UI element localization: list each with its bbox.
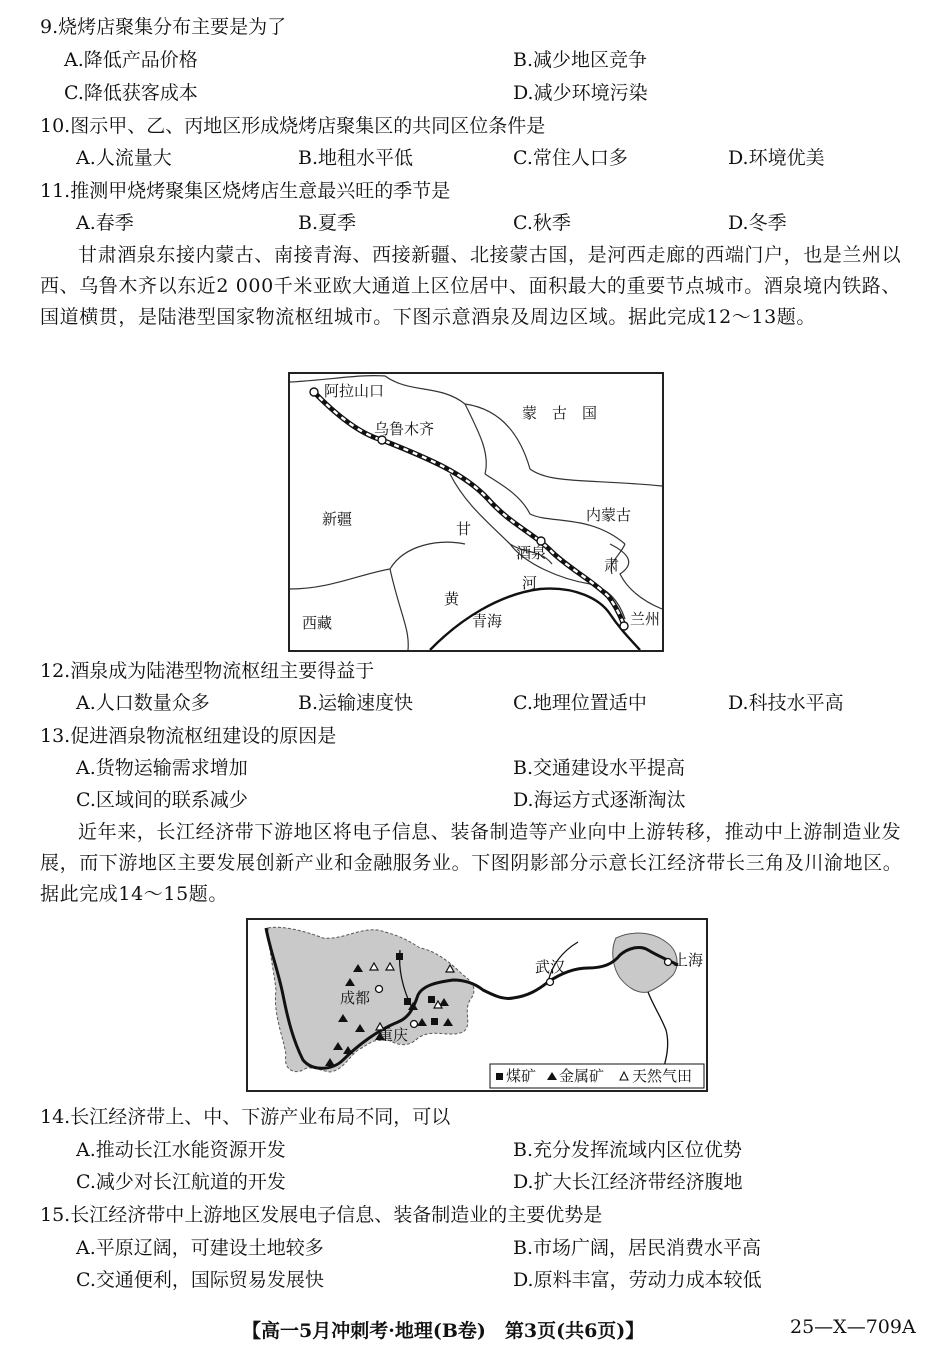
question-12-option-c: C.地理位置适中 xyxy=(513,692,647,714)
label-alashankou: 阿拉山口 xyxy=(324,382,385,400)
passage-jiuquan: 甘肃酒泉东接内蒙古、南接青海、西接新疆、北接蒙古国，是河西走廊的西端门户，也是兰州以西、乌鲁木齐以东近2 000千米亚欧大通道上区位居中、面积最大的重要节点城市。酒泉境内铁路、国道横贯，是陆港型国家物流枢纽城市。下图示意酒泉及周边区域。据此完成12～13题。 xyxy=(40,244,902,328)
passage-yangtze: 近年来，长江经济带下游地区将电子信息、装备制造等产业向中上游转移，推动中上游制造业发展，而下游地区主要发展创新产业和金融服务业。下图阴影部分示意长江经济带长三角及川渝地区。据此完成14～15题。 xyxy=(40,821,903,905)
question-11-option-a: A.春季 xyxy=(76,212,134,234)
question-11-option-b: B.夏季 xyxy=(298,212,357,234)
wuhan-marker xyxy=(547,979,554,986)
label-huang: 黄 xyxy=(444,590,460,608)
label-mongolia: 蒙 古 国 xyxy=(522,404,598,422)
question-11-option-d: D.冬季 xyxy=(728,212,787,234)
label-su: 肃 xyxy=(604,556,620,574)
chengdu-marker xyxy=(376,986,383,993)
question-9-option-d: D.减少环境污染 xyxy=(513,82,648,104)
question-10-option-d: D.环境优美 xyxy=(728,147,825,169)
jiuquan-map xyxy=(288,372,664,652)
question-12-option-b: B.运输速度快 xyxy=(298,692,414,714)
label-qinghai: 青海 xyxy=(472,612,503,630)
shanghai-marker xyxy=(665,959,672,966)
alashankou-marker xyxy=(310,388,318,396)
question-15-option-b: B.市场广阔，居民消费水平高 xyxy=(513,1237,762,1259)
jiuquan-map-svg xyxy=(290,374,662,650)
question-13-option-b: B.交通建设水平提高 xyxy=(513,757,686,779)
question-14-stem: 14.长江经济带上、中、下游产业布局不同，可以 xyxy=(40,1106,451,1128)
coal-legend-icon xyxy=(496,1073,503,1080)
question-10-option-a: A.人流量大 xyxy=(76,147,172,169)
question-12-stem: 12.酒泉成为陆港型物流枢纽主要得益于 xyxy=(40,660,375,682)
label-jiuquan: 酒泉 xyxy=(516,544,547,562)
question-14-option-d: D.扩大长江经济带经济腹地 xyxy=(513,1171,743,1193)
question-12-option-a: A.人口数量众多 xyxy=(76,692,210,714)
legend-gas: 天然气田 xyxy=(632,1067,693,1085)
label-chengdu: 成都 xyxy=(340,989,371,1007)
legend-metal: 金属矿 xyxy=(559,1067,605,1085)
label-wuhan: 武汉 xyxy=(535,958,566,976)
label-xinjiang: 新疆 xyxy=(322,510,353,528)
label-chongqing: 重庆 xyxy=(378,1026,409,1044)
question-11-option-c: C.秋季 xyxy=(513,212,571,234)
question-15-stem: 15.长江经济带中上游地区发展电子信息、装备制造业的主要优势是 xyxy=(40,1204,603,1226)
label-xizang: 西藏 xyxy=(302,614,333,632)
question-9-option-c: C.降低获客成本 xyxy=(64,82,198,104)
label-shanghai: 上海 xyxy=(673,951,704,969)
question-13-stem: 13.促进酒泉物流枢纽建设的原因是 xyxy=(40,725,337,747)
map-legend xyxy=(490,1064,704,1088)
page-footer-title: 【高一5月冲刺考·地理(B卷) 第3页(共6页)】 xyxy=(242,1320,645,1342)
question-9-stem: 9.烧烤店聚集分布主要是为了 xyxy=(40,16,287,38)
question-14-option-c: C.减少对长江航道的开发 xyxy=(76,1171,286,1193)
yangtze-map xyxy=(246,918,708,1092)
question-11-stem: 11.推测甲烧烤聚集区烧烤店生意最兴旺的季节是 xyxy=(40,180,451,202)
lanzhou-marker xyxy=(620,622,628,630)
question-14-option-a: A.推动长江水能资源开发 xyxy=(76,1139,286,1161)
question-10-stem: 10.图示甲、乙、丙地区形成烧烤店聚集区的共同区位条件是 xyxy=(40,115,546,137)
question-13-option-a: A.货物运输需求增加 xyxy=(76,757,248,779)
question-13-option-d: D.海运方式逐渐淘汰 xyxy=(513,789,686,811)
question-15-option-d: D.原料丰富，劳动力成本较低 xyxy=(513,1269,762,1291)
page-footer-code: 25—X—709A xyxy=(790,1316,916,1338)
legend-coal: 煤矿 xyxy=(506,1067,537,1085)
chongqing-marker xyxy=(411,1021,418,1028)
question-14-option-b: B.充分发挥流域内区位优势 xyxy=(513,1139,743,1161)
label-he: 河 xyxy=(522,574,538,592)
label-innermongolia: 内蒙古 xyxy=(586,506,632,524)
question-12-option-d: D.科技水平高 xyxy=(728,692,844,714)
question-15-option-c: C.交通便利，国际贸易发展快 xyxy=(76,1269,324,1291)
label-urumqi: 乌鲁木齐 xyxy=(374,420,435,438)
question-10-option-b: B.地租水平低 xyxy=(298,147,414,169)
question-13-option-c: C.区域间的联系减少 xyxy=(76,789,248,811)
question-9-option-b: B.减少地区竞争 xyxy=(513,49,648,71)
yangtze-map-svg xyxy=(248,920,706,1090)
question-10-option-c: C.常住人口多 xyxy=(513,147,628,169)
label-gan: 甘 xyxy=(456,520,472,538)
label-lanzhou: 兰州 xyxy=(630,610,661,628)
question-15-option-a: A.平原辽阔，可建设土地较多 xyxy=(76,1237,324,1259)
question-9-option-a: A.降低产品价格 xyxy=(64,49,198,71)
